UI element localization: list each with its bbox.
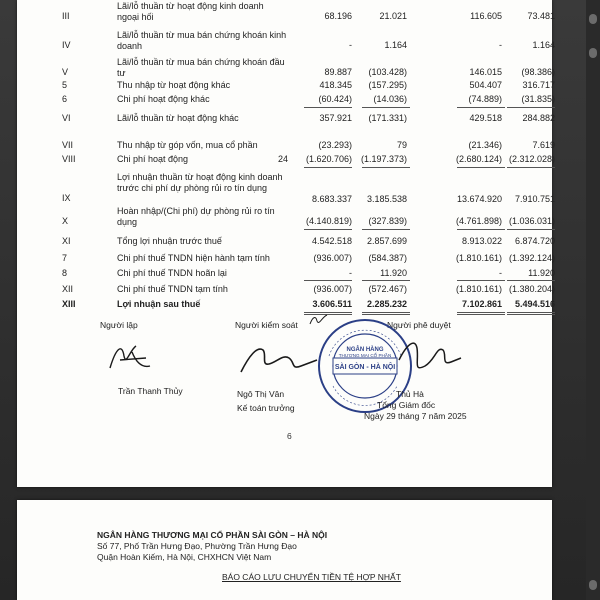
value-current-quarter: - <box>349 268 352 278</box>
preparer-signature <box>102 338 162 378</box>
value-prior-ytd: (2.312.028) <box>508 154 555 164</box>
value-prior-ytd: (31.835) <box>521 94 555 104</box>
bank-name: NGÂN HÀNG THƯƠNG MẠI CỔ PHẦN SÀI GÒN – HÀ NỘI <box>97 530 328 540</box>
scroll-thumb-mid[interactable] <box>589 48 597 58</box>
subtotal-rule <box>507 167 555 168</box>
row-description: Chi phí thuế TNDN hiện hành tạm tính <box>117 253 270 263</box>
row-description: Thu nhập từ góp vốn, mua cổ phần <box>117 140 258 150</box>
reviewer-role: Kế toán trưởng <box>237 403 295 413</box>
value-prior-quarter: (157.295) <box>368 80 407 90</box>
subtotal-rule <box>457 167 505 168</box>
approver-name: Thủ Hà <box>396 389 424 399</box>
note-ref: 24 <box>277 154 288 164</box>
address-line-2: Quận Hoàn Kiếm, Hà Nội, CHXHCN Việt Nam <box>97 552 272 562</box>
value-prior-quarter: (171.331) <box>368 113 407 123</box>
value-prior-ytd: (1.036.031) <box>508 216 555 226</box>
value-prior-quarter: (14.036) <box>373 94 407 104</box>
value-prior-quarter: 2.285.232 <box>366 299 407 309</box>
value-current-ytd: (1.810.161) <box>455 253 502 263</box>
value-prior-quarter: 2.857.699 <box>366 236 407 246</box>
signing-date: Ngày 29 tháng 7 năm 2025 <box>364 411 467 421</box>
value-current-quarter: 8.683.337 <box>311 194 352 204</box>
value-current-quarter: (60.424) <box>318 94 352 104</box>
subtotal-rule <box>507 229 555 230</box>
value-current-ytd: 429.518 <box>469 113 502 123</box>
row-description: Lãi/lỗ thuần từ hoạt động kinh doanh ngoại hối <box>117 1 264 22</box>
value-prior-ytd: 11.920 <box>528 268 555 278</box>
value-current-quarter: (23.293) <box>318 140 352 150</box>
value-prior-quarter: (572.467) <box>368 284 407 294</box>
row-description: Thu nhập từ hoạt động khác <box>117 80 231 90</box>
row-description: Chi phí thuế TNDN hoãn lại <box>117 268 227 278</box>
value-prior-ytd: 5.494.516 <box>514 299 555 309</box>
value-prior-ytd: 1.164 <box>532 40 555 50</box>
subtotal-rule <box>304 167 352 168</box>
value-current-quarter: (936.007) <box>313 253 352 263</box>
subtotal-rule <box>304 280 352 281</box>
value-current-ytd: 7.102.861 <box>461 299 502 309</box>
value-current-quarter: 357.921 <box>319 113 352 123</box>
total-rule <box>507 314 555 315</box>
value-current-quarter: 4.542.518 <box>311 236 352 246</box>
value-prior-quarter: 79 <box>396 140 407 150</box>
subtotal-rule <box>457 280 505 281</box>
total-rule <box>507 312 555 313</box>
row-description: Chi phí thuế TNDN tạm tính <box>117 284 228 294</box>
subtotal-rule <box>457 229 505 230</box>
vertical-scrollbar[interactable] <box>586 0 600 600</box>
value-current-ytd: 8.913.022 <box>461 236 502 246</box>
svg-text:SÀI GÒN - HÀ NỘI: SÀI GÒN - HÀ NỘI <box>334 364 396 371</box>
value-current-ytd: 146.015 <box>469 67 502 77</box>
value-prior-quarter: (327.839) <box>368 216 407 226</box>
value-prior-quarter: 1.164 <box>384 40 407 50</box>
row-description: Chi phí hoạt động khác <box>117 94 210 104</box>
value-current-ytd: (4.761.898) <box>455 216 502 226</box>
row-code: X <box>62 216 69 226</box>
row-code: 8 <box>62 268 68 278</box>
row-code: 7 <box>62 253 68 263</box>
row-code: VIII <box>62 154 76 164</box>
approver-title: Người phê duyệt <box>387 320 451 330</box>
row-code: III <box>62 11 70 21</box>
value-current-ytd: 504.407 <box>469 80 502 90</box>
reviewer-signature <box>235 336 320 381</box>
value-prior-ytd: 316.717 <box>522 80 555 90</box>
row-description: Lãi/lỗ thuần từ hoạt động khác <box>117 113 239 123</box>
row-code: VI <box>62 113 71 123</box>
subtotal-rule <box>507 107 555 108</box>
subtotal-rule <box>304 107 352 108</box>
row-description: Tổng lợi nhuận trước thuế <box>117 236 222 246</box>
page-number: 6 <box>287 431 292 441</box>
value-current-ytd: (1.810.161) <box>455 284 502 294</box>
approver-signature <box>395 332 465 377</box>
row-code: 5 <box>62 80 68 90</box>
subtotal-rule <box>362 167 410 168</box>
total-rule <box>457 314 505 315</box>
row-description: Lợi nhuận thuần từ hoạt động kinh doanh trước chi phí dự phòng rủi ro tín dụng <box>117 172 283 193</box>
document-page-7 <box>17 500 552 600</box>
row-code: XI <box>62 236 71 246</box>
svg-text:NGÂN HÀNG: NGÂN HÀNG <box>346 347 384 353</box>
row-description: Lãi/lỗ thuần từ mua bán chứng khoán đầu tư <box>117 57 285 78</box>
row-code: XIII <box>62 299 76 309</box>
preparer-title: Người lập <box>100 320 138 330</box>
svg-text:THƯƠNG MẠI CỔ PHẦN: THƯƠNG MẠI CỔ PHẦN <box>338 353 392 358</box>
total-rule <box>362 312 410 313</box>
address-line-1: Số 77, Phố Trần Hưng Đạo, Phường Trần Hưng Đạo <box>97 541 297 551</box>
value-prior-quarter: (1.197.373) <box>360 154 407 164</box>
scroll-thumb-bottom[interactable] <box>589 580 597 590</box>
value-current-ytd: 116.605 <box>470 11 502 21</box>
value-prior-ytd: (1.392.124) <box>508 253 555 263</box>
value-prior-quarter: (584.387) <box>368 253 407 263</box>
value-prior-quarter: (103.428) <box>368 67 407 77</box>
subtotal-rule <box>304 229 352 230</box>
row-description: Lãi/lỗ thuần từ mua bán chứng khoán kinh doanh <box>117 30 287 51</box>
value-current-ytd: (74.889) <box>468 94 502 104</box>
value-prior-quarter: 11.920 <box>380 268 407 278</box>
value-prior-quarter: 3.185.538 <box>366 194 407 204</box>
subtotal-rule <box>507 280 555 281</box>
reviewer-title: Người kiểm soát <box>235 320 298 330</box>
value-current-quarter: 89.887 <box>324 67 352 77</box>
value-prior-quarter: 21.021 <box>379 11 407 21</box>
value-current-quarter: (936.007) <box>313 284 352 294</box>
subtotal-rule <box>362 107 410 108</box>
value-current-quarter: (4.140.819) <box>305 216 352 226</box>
row-description: Lợi nhuận sau thuế <box>117 299 201 309</box>
reviewer-name: Ngô Thị Vân <box>237 389 285 399</box>
value-prior-ytd: 6.874.720 <box>514 236 555 246</box>
row-code: IX <box>62 193 71 203</box>
subtotal-rule <box>362 280 410 281</box>
value-current-quarter: 418.345 <box>319 80 352 90</box>
value-current-quarter: 3.606.511 <box>312 299 352 309</box>
approver-role: Tổng Giám đốc <box>377 400 436 410</box>
value-prior-ytd: 7.619 <box>532 140 555 150</box>
total-rule <box>362 314 410 315</box>
document-page-6 <box>17 0 555 487</box>
value-current-quarter: 68.196 <box>324 11 352 21</box>
row-code: IV <box>62 40 71 50</box>
value-current-ytd: - <box>499 40 502 50</box>
total-rule <box>457 312 505 313</box>
value-current-ytd: - <box>499 268 502 278</box>
value-current-ytd: 13.674.920 <box>456 194 502 204</box>
value-prior-ytd: (98.386) <box>521 67 555 77</box>
value-prior-ytd: 7.910.751 <box>514 194 555 204</box>
row-code: 6 <box>62 94 68 104</box>
row-description: Hoàn nhập/(Chi phí) dự phòng rủi ro tín dụng <box>117 206 275 227</box>
report-title: BÁO CÁO LƯU CHUYỂN TIỀN TỆ HỢP NHẤT <box>222 572 401 582</box>
value-current-quarter: - <box>349 40 352 50</box>
row-code: XII <box>62 284 74 294</box>
subtotal-rule <box>362 229 410 230</box>
value-current-ytd: (2.680.124) <box>455 154 502 164</box>
value-prior-ytd: (1.380.204) <box>508 284 555 294</box>
row-code: VII <box>62 140 74 150</box>
preparer-name: Trần Thanh Thủy <box>118 386 183 396</box>
value-prior-ytd: 284.882 <box>522 113 555 123</box>
subtotal-rule <box>457 107 505 108</box>
value-current-ytd: (21.346) <box>468 140 502 150</box>
value-prior-ytd: 73.481 <box>527 11 555 21</box>
row-code: V <box>62 67 69 77</box>
scroll-thumb-top[interactable] <box>589 14 597 24</box>
row-description: Chi phí hoạt động <box>117 154 189 164</box>
value-current-quarter: (1.620.706) <box>305 154 352 164</box>
